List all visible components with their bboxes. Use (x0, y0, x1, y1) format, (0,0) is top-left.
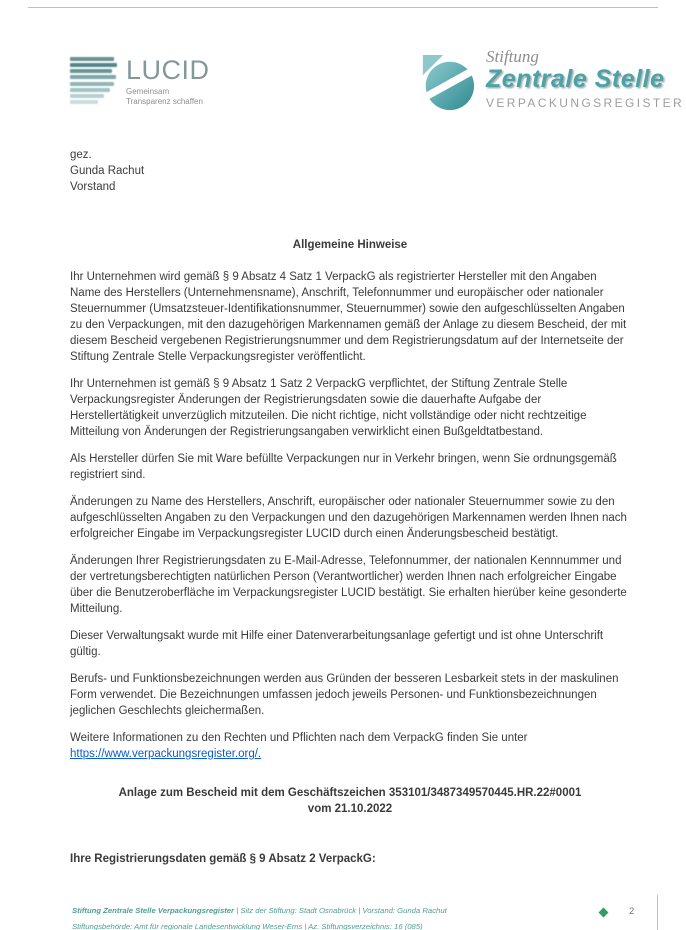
info-text: Weitere Informationen zu den Rechten und Pflichten nach dem VerpackG finden Sie unter (70, 732, 528, 744)
lucid-logo (70, 57, 210, 106)
footer-line-1 (72, 905, 592, 916)
paragraph: Änderungen zu Name des Herstellers, Anschrift, europäischer oder nationaler Steuernummer sowie zu den aufgeschlüsselten Angaben zu den Verpackungen und den dazugehörigen Markennamen werden Ihnen nach erfolgreicher Eingabe im Verpackungsregister LUCID durch einen Änderungsbescheid bestätigt. (70, 496, 627, 540)
zsvr-logo-text (486, 47, 685, 110)
section-heading: Allgemeine Hinweise (292, 239, 408, 251)
page-edge-right (657, 895, 658, 930)
paragraph: Als Hersteller dürfen Sie mit Ware befüllte Verpackungen nur in Verkehr bringen, wenn Sie ordnungsgemäß registriert sind. (70, 453, 617, 481)
paragraph: Ihr Unternehmen wird gemäß § 9 Absatz 4 Satz 1 VerpackG als registrierter Hersteller mit den Angaben Name des Herstellers (Unternehmensname), Anschrift, Telefonnummer und europäischer oder nationaler Steuernummer (Umsatzsteuer-Identifikationsnummer, Steuernummer) sowie den aufgeschlüsselten Angaben zu den Verpackungen, mit den dazugehörigen Markennamen gemäß der Anlage zu diesem Bescheid, der mit diesem Bescheid vergebenen Registrierungsnummer und dem Registrierungsdatum auf der Internetseite der Stiftung Zentrale Stelle Verpackungsregister veröffentlicht. (70, 271, 627, 363)
lucid-tagline-2: Transparenz schaffen (126, 96, 203, 106)
zsvr-line-stiftung: Stiftung (486, 47, 539, 66)
signature-name: Gunda Rachut (70, 165, 145, 177)
zsvr-globe-icon (418, 54, 476, 112)
zsvr-line-verpackungsregister: VERPACKUNGSREGISTER (486, 96, 685, 110)
paragraph: Änderungen Ihrer Registrierungsdaten zu E-Mail-Adresse, Telefonnummer, der nationalen Kennnummer und der vertretungsberechtigten natürlichen Person (Verantwortlicher) werden Ihnen nach erfolgreicher Eingabe über die Benutzeroberfläche im Verpackungsregister LUCID bestätigt. Sie erhalten hierüber keine gesonderte Mitteilung. (70, 555, 627, 615)
paragraph: Berufs- und Funktionsbezeichnungen werden aus Gründen der besseren Lesbarkeit stets in der maskulinen Form verwendet. Die Bezeichnungen umfassen jedoch jeweils Personen- und Funktionsbezeichnungen jeglichen Geschlechts gleichermaßen. (70, 673, 619, 717)
lucid-logo-text (126, 57, 210, 106)
info-paragraph (70, 730, 630, 762)
footer-brand: Stiftung Zentrale Stelle Verpackungsregister (72, 906, 235, 915)
signature-gez: gez. (70, 149, 92, 161)
lucid-stripes-icon (70, 57, 117, 104)
zsvr-logo (418, 47, 685, 110)
footer-line-2: Stiftungsbehörde: Amt für regionale Landesentwicklung Weser-Ems | Az. Stiftungsverzeichnis: 16 (085) (72, 922, 423, 930)
zsvr-line-zentrale-stelle: Zentrale Stelle (486, 65, 665, 93)
anlage-line-2: vom 21.10.2022 (307, 803, 393, 815)
paragraph: Ihr Unternehmen ist gemäß § 9 Absatz 1 Satz 2 VerpackG verpflichtet, der Stiftung Zentrale Stelle Verpackungsregister Änderungen der Registrierungsdaten sowie die dauerhafte Aufgabe der Herstellertätigkeit unverzüglich mitzuteilen. Die nicht richtige, nicht vollständige oder nicht rechtzeitige Mitteilung von Änderungen der Registrierungsangaben verwirklicht einen Bußgeldtatbestand. (70, 378, 587, 438)
registration-data-heading: Ihre Registrierungsdaten gemäß § 9 Absatz 2 VerpackG: (70, 853, 376, 865)
verpackungsregister-link[interactable]: https://www.verpackungsregister.org/. (70, 748, 262, 760)
anlage-line-1: Anlage zum Bescheid mit dem Geschäftszeichen 353101/3487349570445.HR.22#0001 (118, 787, 582, 799)
page-edge-top (28, 7, 658, 8)
paragraph: Dieser Verwaltungsakt wurde mit Hilfe einer Datenverarbeitungsanlage gefertigt und ist ohne Unterschrift gültig. (70, 630, 604, 658)
lucid-logo-name: LUCID (126, 55, 210, 85)
letter-body (70, 147, 630, 867)
diamond-icon (599, 908, 609, 918)
signature-role: Vorstand (70, 181, 116, 193)
signature-block (70, 147, 630, 195)
footer-line1-rest: | Sitz der Stiftung: Stadt Osnabrück | Vorstand: Gunda Rachut (234, 906, 447, 915)
lucid-tagline-1: Gemeinsam (126, 87, 170, 96)
anlage-heading (70, 785, 630, 817)
page-number: 2 (629, 906, 635, 917)
